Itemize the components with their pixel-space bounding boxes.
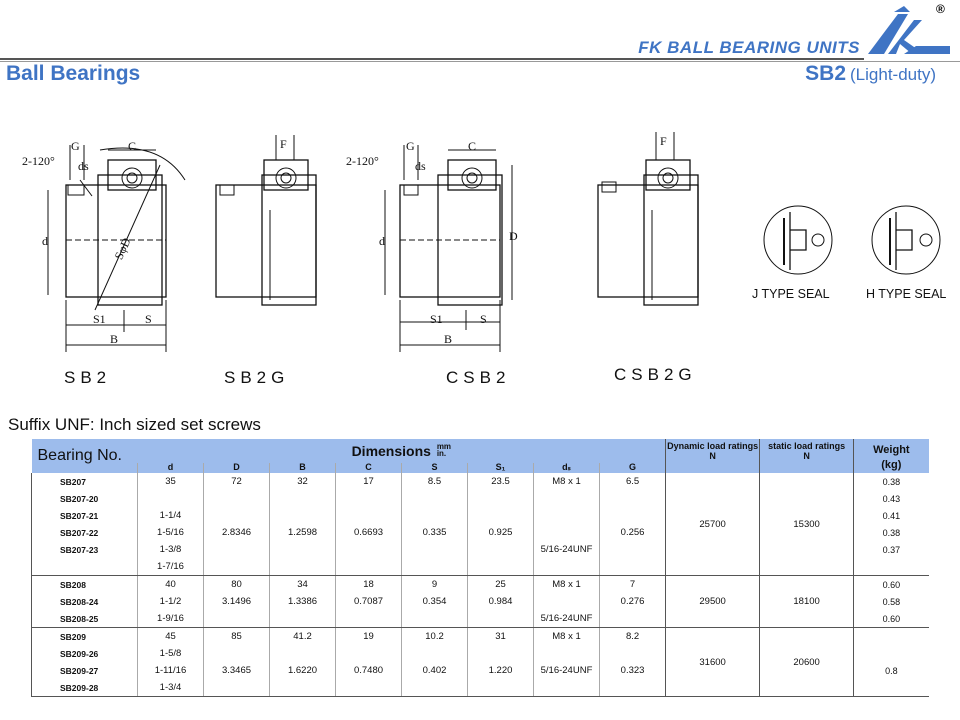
cell-weight (854, 679, 929, 697)
cell-s: 8.5 (402, 473, 468, 490)
cell-od: 3.1496 (204, 593, 270, 610)
drawing-sb2g (216, 135, 316, 305)
cell-s1 (468, 645, 534, 662)
cell-ds (534, 524, 600, 541)
cell-d: 1-7/16 (138, 558, 204, 576)
cell-g (600, 558, 666, 576)
cell-ds (534, 645, 600, 662)
cell-od: 85 (204, 628, 270, 646)
bearing-name: SB209 (32, 628, 138, 646)
series-duty: (Light-duty) (850, 65, 936, 84)
header-static-label: static load ratings (768, 441, 846, 451)
cell-d: 45 (138, 628, 204, 646)
cell-s1: 25 (468, 576, 534, 594)
cell-g: 0.323 (600, 662, 666, 679)
cell-d: 1-5/8 (138, 645, 204, 662)
cell-static: 20600 (760, 628, 854, 697)
cell-s: 0.335 (402, 524, 468, 541)
drawing-label-csb2: CSB2 (446, 368, 511, 387)
cell-od (204, 490, 270, 507)
bearing-name: SB208 (32, 576, 138, 594)
sb2-mark-s1: S1 (93, 312, 106, 326)
brand-name: FK BALL BEARING UNITS (638, 38, 860, 57)
cell-weight: 0.37 (854, 541, 929, 558)
cell-g (600, 679, 666, 697)
drawing-csb2 (385, 145, 512, 352)
cell-s: 9 (402, 576, 468, 594)
series-code: SB2 (805, 62, 847, 85)
bearing-name: SB209-26 (32, 645, 138, 662)
drawing-csb2g (598, 132, 698, 305)
csb2-mark-od: D (509, 229, 518, 243)
header-unit-in: in. (436, 449, 447, 459)
table-row (32, 473, 929, 490)
bearing-name: SB209-28 (32, 679, 138, 697)
cell-s: 0.354 (402, 593, 468, 610)
cell-ds: 5/16-24UNF (534, 662, 600, 679)
cell-s1 (468, 490, 534, 507)
cell-ds (534, 679, 600, 697)
j-seal-icon (764, 206, 832, 274)
sb2-mark-sphere: SφD (111, 235, 134, 262)
cell-b (270, 610, 336, 628)
cell-ds (534, 558, 600, 576)
cell-s (402, 490, 468, 507)
table-header-row (32, 439, 929, 463)
cell-g (600, 490, 666, 507)
cell-od (204, 558, 270, 576)
drawing-label-sb2: SB2 (64, 368, 112, 387)
cell-c: 0.6693 (336, 524, 402, 541)
sb2-mark-b: B (110, 332, 119, 346)
cell-s1 (468, 610, 534, 628)
registered-mark: ® (936, 2, 945, 16)
cell-d: 1-3/8 (138, 541, 204, 558)
cell-b: 1.2598 (270, 524, 336, 541)
cell-s1 (468, 541, 534, 558)
cell-weight (854, 558, 929, 576)
cell-od (204, 679, 270, 697)
cell-s1: 31 (468, 628, 534, 646)
cell-b (270, 645, 336, 662)
cell-c (336, 679, 402, 697)
bearing-spec-table (31, 439, 929, 697)
suffix-note: Suffix UNF: Inch sized set screws (8, 415, 261, 434)
cell-s (402, 679, 468, 697)
header-col-g: G (600, 463, 666, 473)
table-row (32, 576, 929, 594)
cell-d (138, 490, 204, 507)
sb2-mark-s: S (145, 312, 152, 326)
cell-od (204, 645, 270, 662)
header-weight (854, 439, 929, 473)
header-col-s: S (402, 463, 468, 473)
header-weight-label: Weight (873, 444, 910, 456)
cell-d: 1-1/2 (138, 593, 204, 610)
cell-g (600, 541, 666, 558)
cell-d: 1-3/4 (138, 679, 204, 697)
cell-g: 0.256 (600, 524, 666, 541)
cell-c: 17 (336, 473, 402, 490)
cell-c (336, 645, 402, 662)
header-dynamic-unit: N (709, 451, 716, 461)
csb2g-mark-f: F (660, 134, 667, 148)
bearing-name: SB207-21 (32, 507, 138, 524)
cell-s (402, 541, 468, 558)
cell-s1 (468, 558, 534, 576)
sb2-mark-c: C (128, 139, 137, 153)
cell-c: 0.7480 (336, 662, 402, 679)
header-static (760, 439, 854, 473)
cell-b: 41.2 (270, 628, 336, 646)
cell-od: 3.3465 (204, 662, 270, 679)
cell-s1 (468, 507, 534, 524)
csb2-mark-b: B (444, 332, 453, 346)
cell-s1: 0.984 (468, 593, 534, 610)
cell-ds (534, 490, 600, 507)
cell-dynamic: 29500 (666, 576, 760, 628)
cell-b (270, 541, 336, 558)
bearing-name: SB207-22 (32, 524, 138, 541)
header-weight-unit: (kg) (881, 459, 902, 471)
cell-dynamic: 31600 (666, 628, 760, 697)
bearing-name: SB207-20 (32, 490, 138, 507)
header-col-od: D (204, 463, 270, 473)
header-col-c: C (336, 463, 402, 473)
cell-c (336, 507, 402, 524)
cell-c (336, 558, 402, 576)
cell-weight (854, 628, 929, 646)
cell-s1: 23.5 (468, 473, 534, 490)
header-bearing-no: Bearing No. (37, 447, 122, 464)
cell-d: 1-5/16 (138, 524, 204, 541)
cell-od: 72 (204, 473, 270, 490)
cell-g: 0.276 (600, 593, 666, 610)
cell-b: 1.6220 (270, 662, 336, 679)
cell-b (270, 490, 336, 507)
h-seal-label: H TYPE SEAL (866, 287, 947, 301)
csb2-mark-d: d (379, 234, 385, 248)
cell-s (402, 645, 468, 662)
header-col-s1: S₁ (468, 463, 534, 473)
cell-s: 0.402 (402, 662, 468, 679)
cell-b (270, 679, 336, 697)
cell-b (270, 507, 336, 524)
series-heading (700, 62, 936, 86)
cell-b: 1.3386 (270, 593, 336, 610)
bearing-name: SB208-25 (32, 610, 138, 628)
cell-ds (534, 593, 600, 610)
cell-s1: 1.220 (468, 662, 534, 679)
csb2-mark-ds: ds (415, 159, 426, 173)
table-row (32, 628, 929, 646)
cell-s: 10.2 (402, 628, 468, 646)
sb2-mark-d: d (42, 234, 48, 248)
cell-g: 6.5 (600, 473, 666, 490)
cell-ds: M8 x 1 (534, 628, 600, 646)
bearing-name: SB208-24 (32, 593, 138, 610)
cell-d: 1-11/16 (138, 662, 204, 679)
cell-b: 34 (270, 576, 336, 594)
header-static-unit: N (803, 451, 810, 461)
header-dimensions (138, 439, 666, 463)
cell-weight (854, 645, 929, 662)
bearing-name (32, 558, 138, 576)
header-divider (0, 58, 864, 60)
cell-c: 19 (336, 628, 402, 646)
cell-s1 (468, 679, 534, 697)
header-col-b: B (270, 463, 336, 473)
header-dimensions-label: Dimensions (351, 443, 431, 460)
bearing-name: SB207-23 (32, 541, 138, 558)
cell-g: 7 (600, 576, 666, 594)
cell-od (204, 541, 270, 558)
bearing-name: SB209-27 (32, 662, 138, 679)
cell-g: 8.2 (600, 628, 666, 646)
cell-s1: 0.925 (468, 524, 534, 541)
j-seal-label: J TYPE SEAL (752, 287, 830, 301)
sb2-mark-ds: ds (78, 159, 89, 173)
csb2-mark-g: G (406, 139, 415, 153)
bearing-drawings (0, 120, 960, 400)
bearing-name: SB207 (32, 473, 138, 490)
cell-ds: M8 x 1 (534, 576, 600, 594)
cell-weight: 0.8 (854, 662, 929, 679)
h-seal-icon (872, 206, 940, 274)
page-title: Ball Bearings (6, 62, 141, 85)
cell-s (402, 610, 468, 628)
cell-ds: M8 x 1 (534, 473, 600, 490)
cell-d: 1-9/16 (138, 610, 204, 628)
cell-d: 35 (138, 473, 204, 490)
header-unit-mm: mm (436, 442, 452, 452)
header-dynamic-label: Dynamic load ratings (667, 441, 759, 451)
cell-c (336, 610, 402, 628)
cell-c: 0.7087 (336, 593, 402, 610)
cell-c (336, 541, 402, 558)
cell-od (204, 610, 270, 628)
cell-od: 2.8346 (204, 524, 270, 541)
cell-d: 40 (138, 576, 204, 594)
header-col-ds: dₛ (534, 463, 600, 473)
header-col-d: d (138, 463, 204, 473)
cell-weight: 0.58 (854, 593, 929, 610)
sb2g-mark-f: F (280, 137, 287, 151)
cell-g (600, 507, 666, 524)
cell-weight: 0.60 (854, 576, 929, 594)
csb2-mark-s1: S1 (430, 312, 443, 326)
cell-weight: 0.38 (854, 473, 929, 490)
cell-od (204, 507, 270, 524)
cell-d: 1-1/4 (138, 507, 204, 524)
cell-b: 32 (270, 473, 336, 490)
cell-b (270, 558, 336, 576)
cell-g (600, 645, 666, 662)
cell-weight: 0.60 (854, 610, 929, 628)
cell-dynamic: 25700 (666, 473, 760, 576)
cell-weight: 0.38 (854, 524, 929, 541)
drawing-label-csb2g: CSB2G (614, 365, 697, 384)
sb2-mark-g: G (71, 139, 80, 153)
csb2-mark-c: C (468, 139, 477, 153)
csb2-angle-label: 2-120° (346, 154, 379, 168)
csb2-mark-s: S (480, 312, 487, 326)
cell-c: 18 (336, 576, 402, 594)
cell-od: 80 (204, 576, 270, 594)
cell-ds (534, 507, 600, 524)
cell-static: 15300 (760, 473, 854, 576)
cell-g (600, 610, 666, 628)
cell-static: 18100 (760, 576, 854, 628)
cell-s (402, 558, 468, 576)
cell-s (402, 507, 468, 524)
cell-weight: 0.43 (854, 490, 929, 507)
sb2-angle-label: 2-120° (22, 154, 55, 168)
cell-weight: 0.41 (854, 507, 929, 524)
cell-ds: 5/16-24UNF (534, 610, 600, 628)
cell-ds: 5/16-24UNF (534, 541, 600, 558)
header-dynamic (666, 439, 760, 473)
cell-c (336, 490, 402, 507)
drawing-label-sb2g: SB2G (224, 368, 290, 387)
